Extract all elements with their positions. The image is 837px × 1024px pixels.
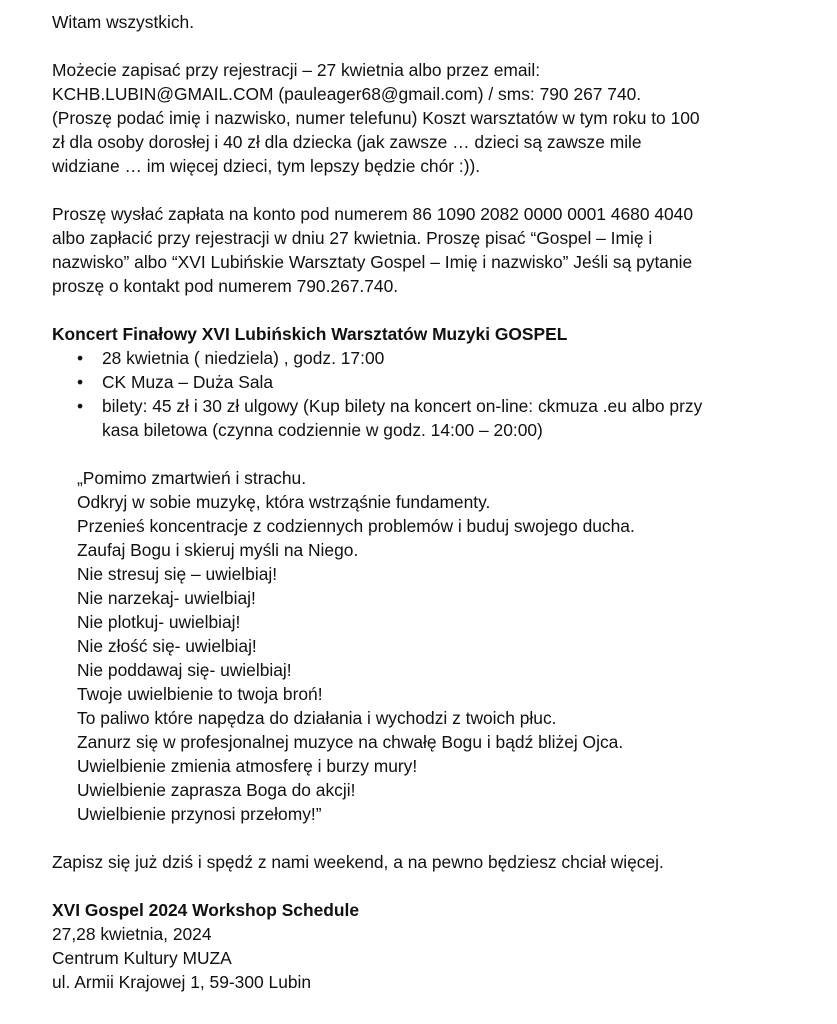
quote-block [52,466,812,826]
spacer [52,34,812,58]
list-item [52,346,812,370]
payment-paragraph [52,202,812,298]
quote-line: Nie narzekaj- uwielbiaj! [77,588,256,608]
concert-tickets: bilety: 45 zł i 30 zł ulgowy (Kup bilety na koncert on-line: ckmuza .eu albo przy [102,396,703,416]
spacer [52,178,812,202]
payment-line: proszę o kontakt pod numerem 790.267.740. [52,276,399,296]
spacer [52,298,812,322]
quote-line: Nie poddawaj się- uwielbiaj! [77,660,292,680]
quote-line: Nie złość się- uwielbiaj! [77,636,257,656]
bullet-icon: • [77,372,84,392]
quote-line: Przenieś koncentracje z codziennych problemów i buduj swojego ducha. [77,516,635,536]
bullet-icon: • [77,348,84,368]
quote-line: Nie plotkuj- uwielbiaj! [77,612,241,632]
spacer [52,874,812,898]
payment-line: nazwisko” albo “XVI Lubińskie Warsztaty Gospel – Imię i nazwisko” Jeśli są pytanie [52,252,693,272]
quote-line: Zanurz się w profesjonalnej muzyce na chwałę Bogu i bądź bliżej Ojca. [77,732,624,752]
schedule-venue: Centrum Kultury MUZA [52,948,232,968]
payment-line: Proszę wysłać zapłata na konto pod numerem 86 1090 2082 0000 0001 4680 4040 [52,204,694,224]
quote-line: To paliwo które napędza do działania i wychodzi z twoich płuc. [77,708,557,728]
registration-line: Możecie zapisać przy rejestracji – 27 kwietnia albo przez email: [52,60,541,80]
concert-tickets: kasa biletowa (czynna codziennie w godz. 14:00 – 20:00) [102,420,543,440]
concert-heading: Koncert Finałowy XVI Lubińskich Warsztatów Muzyki GOSPEL [52,324,568,344]
registration-line: zł dla osoby dorosłej i 40 zł dla dziecka (jak zawsze … dzieci są zawsze mile [52,132,642,152]
list-item [52,394,812,442]
schedule-heading: XVI Gospel 2024 Workshop Schedule [52,900,360,920]
registration-line: widziane … im więcej dzieci, tym lepszy będzie chór :)). [52,156,481,176]
quote-line: Nie stresuj się – uwielbiaj! [77,564,278,584]
schedule-date: 27,28 kwietnia, 2024 [52,924,212,944]
schedule-details [52,922,812,994]
quote-line: Zaufaj Bogu i skieruj myśli na Niego. [77,540,359,560]
quote-line: Uwielbienie zmienia atmosferę i burzy mury! [77,756,418,776]
quote-line: Uwielbienie zaprasza Boga do akcji! [77,780,356,800]
greeting: Witam wszystkich. [52,12,195,32]
payment-line: albo zapłacić przy rejestracji w dniu 27 kwietnia. Proszę pisać “Gospel – Imię i [52,228,653,248]
concert-date: 28 kwietnia ( niedziela) , godz. 17:00 [102,348,385,368]
spacer [52,442,812,466]
registration-line: (Proszę podać imię i nazwisko, numer telefunu) Koszt warsztatów w tym roku to 100 [52,108,700,128]
concert-venue: CK Muza – Duża Sala [102,372,274,392]
quote-line: Uwielbienie przynosi przełomy!” [77,804,322,824]
registration-line: KCHB.LUBIN@GMAIL.COM (pauleager68@gmail.com) / sms: 790 267 740. [52,84,642,104]
list-item [52,370,812,394]
spacer [52,826,812,850]
closing-sentence: Zapisz się już dziś i spędź z nami weekend, a na pewno będziesz chciał więcej. [52,852,664,872]
schedule-address: ul. Armii Krajowej 1, 59-300 Lubin [52,972,312,992]
document-page [52,10,812,994]
concert-details-list [52,346,812,442]
quote-line: Odkryj w sobie muzykę, która wstrząśnie fundamenty. [77,492,491,512]
registration-paragraph [52,58,812,178]
bullet-icon: • [77,396,84,416]
quote-line: „Pomimo zmartwień i strachu. [77,468,307,488]
quote-line: Twoje uwielbienie to twoja broń! [77,684,323,704]
